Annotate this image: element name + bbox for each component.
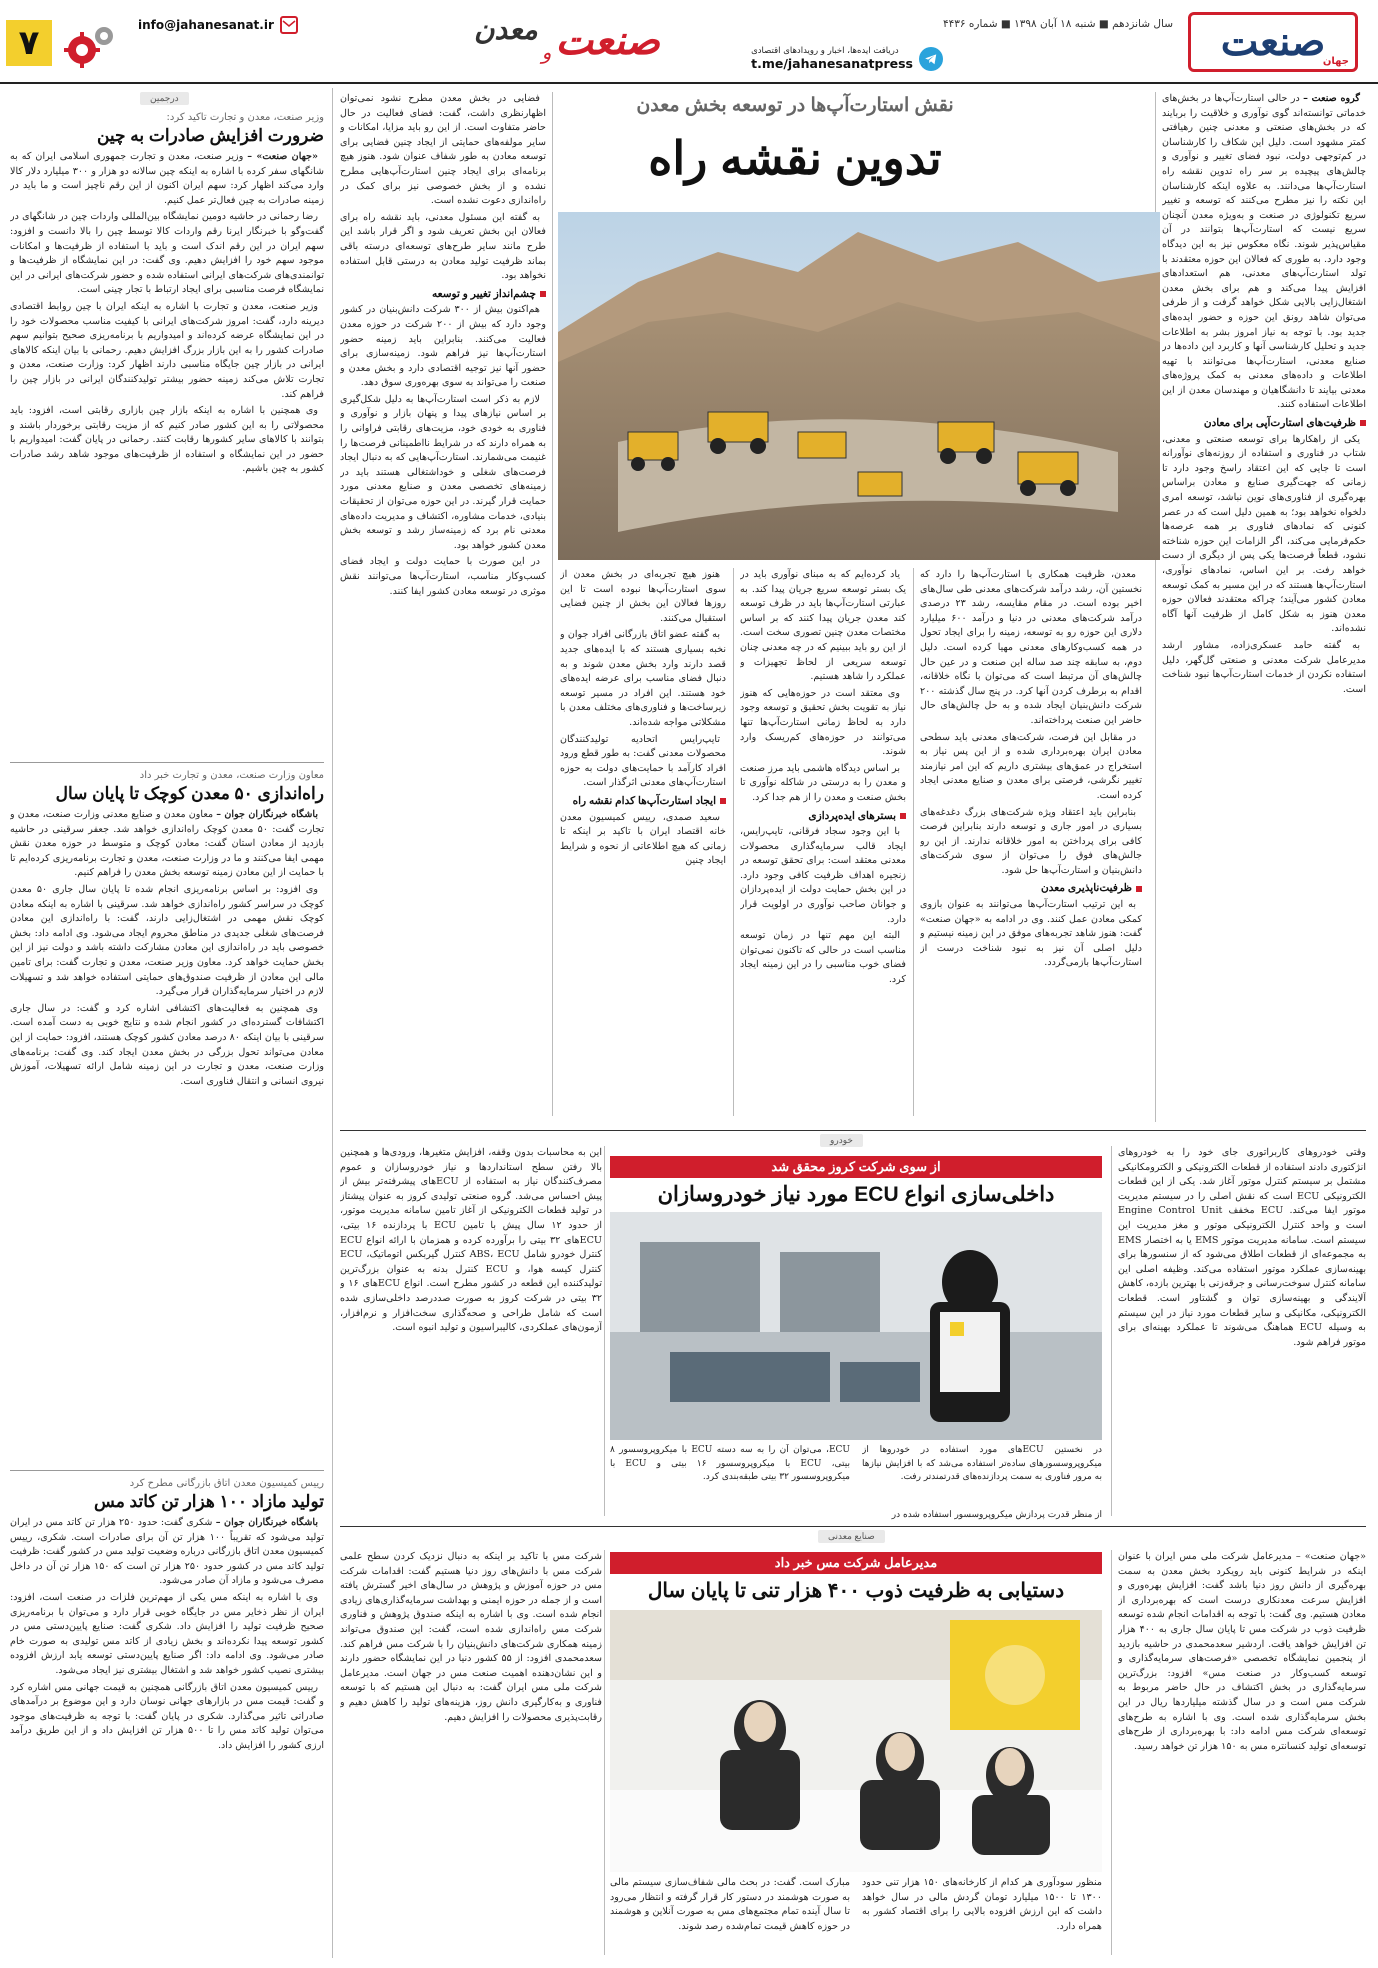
ecu-rule-1	[1111, 1146, 1112, 1516]
ecu-top-rule	[340, 1130, 1366, 1131]
main-col2-p3: بنابراین باید اعتقاد ویژه شرکت‌های بزرگ دغدغه‌های بسیاری در امور جاری و توسعه دارند بنابراین فرصت کافی برای پرداختن به امور خلاقانه ندارند. از این رو جالش‌های فوق را می‌توان از سوی شرکت‌های دانش‌بنیان و استارت‌آپ‌ها حل شود.	[920, 806, 1142, 876]
col-rule-2	[913, 568, 914, 1116]
ecu-tag: خودرو	[820, 1134, 863, 1147]
ecu-photo	[610, 1212, 1102, 1440]
main-col2-p1: معدن، ظرفیت همکاری با استارت‌آپ‌ها را دارد که نخستین آن، رشد درآمد شرکت‌های معدنی طی سال‌های اخیر بوده است. در مقام مقایسه، رشد ۲۳ درصدی درآمد شرکت‌های معدنی در دنیا و درآمد ۶۰۰ میلیارد دلاری این حوزه رو به توسعه، زمینه را برای ایجاد تحول در همه کسب‌وکارهای معدنی مهیا کرده است. دلیل دوم، به سابقه چند صد ساله این صنعت و در عین حال چالش‌های آن مرتبط است که می‌توان با نگاه خلاقانه، اقدام به برطرف کردن آنها کرد. در پنج سال گذشته ۲۰۰ شرکت دانش‌بنیان ایجاد شده و به حل چالش‌های حال حاضر این صنعت پرداخته‌اند.	[920, 569, 1142, 726]
ecu-col-right: وقتی خودروهای کاربراتوری جای خود را به خودروهای انژکتوری دادند استفاده از قطعات الکترونیکی و الکترومکانیکی مشتمل بر سیستم کنترل موتور آغاز شد. یکی از این قطعات الکترونیکی ECU است که نقش اصلی را در سیستم مدیریت موتور ایفا می‌کند. ECU مخفف Engine Control Unit است و واحد کنترل الکترونیکی موتور و مغز مدیریت این سیستم است. سامانه مدیریت موتور EMS یا به اختصار EMS به مجموعه‌ای از قطعات اطلاق می‌شود که از سنسورها برای بهینه‌سازی عملکرد موتور استفاده می‌کند. وظیفه اصلی این سامانه کنترل سوخت‌رسانی و جرقه‌زنی با بهترین بازده، کاهش آلایندگی و بهینه‌سازی توان و گشتاور است. قطعات الکترونیکی، مکانیکی و سایر قطعات مورد نیاز در این سیستم به وسیله ECU هماهنگ می‌شوند تا عملکرد بهینه‌ای برای موتور فراهم شود.	[1118, 1147, 1366, 1348]
sidebar-tag: درجمین	[140, 92, 189, 105]
brief-story-3	[10, 1478, 324, 1956]
email-icon	[280, 16, 298, 34]
brief-3-p2: وی با اشاره به اینکه مس یکی از مهم‌ترین فلزات در صنعت است، افزود: ایران از نظر ذخایر مس در جایگاه خوبی قرار دارد و می‌توان با برنامه‌ریزی صحیح ظرفیت تولید را افزایش داد. شکری گفت: صنایع پایین‌دستی مس در کشور توسعه پیدا نکرده‌اند و بخش زیادی از کاتد مس تولیدی به صورت خام صادر می‌شود. وی ادامه داد: اگر صنایع پایین‌دستی توسعه یابد ارزش افزوده بیشتری نصیب کشور خواهد شد و اشتغال بیشتری نیز ایجاد می‌شود.	[10, 1591, 324, 1676]
main-col5-p3: هم‌اکنون بیش از ۳۰۰ شرکت دانش‌بنیان در کشور وجود دارد که بیش از ۲۰۰ شرکت در حوزه معدن فعالیت می‌کنند. بنابراین باید زمینه حضور استارت‌آپ‌ها نیز فراهم شود. زمینه‌سازی برای حضور آنها نیز توجیه اقتصادی دارد و بخش معدن و صنعت را می‌تواند به سوی بهره‌وری سوق دهد.	[340, 304, 546, 389]
sidebar-divider	[332, 88, 333, 1958]
brief-1-kicker: وزیر صنعت، معدن و تجارت تاکید کرد:	[166, 112, 324, 123]
copper-tag: صنایع معدنی	[818, 1530, 885, 1543]
main-col3-p4: با این وجود سجاد فرقانی، تایپ‌رایس، ایجاد قالب سرمایه‌گذاری محصولات معدنی معتقد است: برای تحقق توسعه در زنجیره اهداف ظرفیت کافی وجود دارد. در این بخش حمایت دولت از ایده‌پردازان و جوانان صاحب نوآوری در اولویت قرار دارد.	[740, 826, 906, 925]
ecu-headline: داخلی‌سازی انواع ECU مورد نیاز خودروسازان	[657, 1183, 1055, 1206]
main-col-2	[920, 568, 1142, 1116]
ecu-kicker: از سوی شرکت کروز محقق شد	[610, 1156, 1102, 1178]
copper-rule-1	[1111, 1550, 1112, 1955]
meeting-photo	[610, 1610, 1102, 1872]
main-sub-roadmap: ایجاد استارت‌آپ‌ها کدام نقشه راه	[560, 794, 726, 809]
section-title-a: صنعت	[555, 17, 660, 64]
brief-3-lead: باشگاه خبرنگاران جوان –	[215, 1517, 318, 1528]
brief-1-p4: وی همچنین با اشاره به اینکه بازار چین بازاری رقابتی است، افزود: باید محصولاتی را به این کشور صادر کنیم که از مزیت رقابتی برخوردار باشند و بتوانند با کالاهای سایر کشورها رقابت کنند. رحمانی در پایان گفت: امیدواریم با حضور در این نمایشگاه و استفاده از ظرفیت‌های موجود شاهد رشد صادرات کشور به چین باشیم.	[10, 405, 324, 475]
col-rule-4	[552, 92, 553, 1116]
main-col3-p2: وی معتقد است در حوزه‌هایی که هنوز نیاز به تقویت بخش تحقیق و توسعه وجود دارد به لحاظ زمانی استارت‌آپ‌ها تنها می‌توانند در حوزه‌های کم‌ریسک وارد شوند.	[740, 687, 906, 758]
col-rule-3	[733, 568, 734, 1116]
logo-sub: جهان	[1322, 56, 1349, 67]
email-row[interactable]	[138, 16, 298, 34]
copper-headline: دستیابی به ظرفیت ذوب ۴۰۰ هزار تنی تا پایان سال	[647, 1580, 1065, 1602]
brief-1-p3: وزیر صنعت، معدن و تجارت با اشاره به اینکه ایران با چین روابط اقتصادی دیرینه دارد، گفت: امروز شرکت‌های ایرانی با کیفیت مناسب محصولات خود را در این نمایشگاه عرضه کرده‌اند و امیدواریم با برنامه‌ریزی صحیح بتوانیم سهم صادرات کشور را به این بازار بزرگ افزایش دهیم. رحمانی با بیان اینکه کالاهای ایرانی در بازار چین جایگاه مناسبی دارند اظهار کرد: وزارت صنعت، معدن و تجارت تلاش می‌کند زمینه حضور بیشتر تولیدکنندگان ایرانی در بازار چین را فراهم کند.	[10, 300, 324, 400]
main-sub-ideas: بسترهای ایده‌پردازی	[740, 809, 906, 824]
copper-col-left: مبارک است. گفت: در بحث مالی شفاف‌سازی سیستم مالی به صورت هوشمند در دستور کار قرار گرفته و انتظار می‌رود تا سال آینده تمام مجتمع‌های مس به صورت آنلاین و هوشمند در حوزه کاهش قیمت تمام‌شده رصد شوند.	[610, 1877, 850, 1932]
page-number: ۷	[18, 23, 40, 63]
main-col-3	[740, 568, 906, 1116]
ecu-rule-2	[604, 1146, 605, 1516]
main-col5-p2: به گفته این مسئول معدنی، باید نقشه راه برای فعالان این بخش تعریف شود و اگر قرار باشد این طرح مانند سایر طرح‌های توسعه‌ای درسته باقی بماند ظرفیت تولید معادن به درستی قابل استفاده نخواهد بود.	[340, 211, 546, 282]
telegram-link[interactable]: t.me/jahanesanatpress	[751, 56, 913, 71]
page-number-badge	[6, 20, 52, 66]
copper-top-rule	[340, 1526, 1366, 1527]
telegram-block[interactable]	[751, 46, 943, 71]
main-col-5	[340, 92, 546, 1116]
brief-2-kicker: معاون وزارت صنعت، معدن و تجارت خبر داد	[139, 770, 324, 781]
brief-1-lead: «جهان صنعت» –	[247, 151, 318, 162]
brief-1-headline: ضرورت افزایش صادرات به چین	[96, 126, 324, 145]
brief-3-body	[10, 1516, 324, 1956]
main-col1-p1: در حالی استارت‌آپ‌ها در بخش‌های خدماتی توانسته‌اند گوی نوآوری و خلاقیت را بربایند که در بخش‌های صنعتی و معدنی چنین رهیافتی کمتر مشهود است. دلیل این شکاف را کارشناسان در کم‌توجهی دولت، نبود فضای تغییر و نوآوری و چالش‌های پیچیده بر سر راه تدوین نقشه راه استارت‌آپ‌ها می‌دانند. به علاوه اینکه کارشناسان این نکته را نیز مطرح می‌کنند که توسعه و تغییر سریع تکنولوژی در صنعت و به‌ویژه معدن آنچنان سریع نیست که استارت‌آپ‌ها بتوانند در آن مقیاس‌پذیر شوند. نگاه معکوس نیز به این دیدگاه وجود دارد. به طوری که فعالان این حوزه معتقدند با تولد استارت‌آپ‌های معدنی، هم استعدادهای افزایش پیدا می‌کند و هم برای بخش معدن اشتغال‌زایی بالایی شکل خواهد گرفت و از طرفی می‌توان شاهد رونق این حوزه و حضور ایده‌های جدید بود. با توجه به نیاز امروز بشر به اطلاعات جدید و تحلیل کارشناسی آنها و کاربرد این داده‌ها در صنایع معدنی، استارت‌آپ‌ها می‌توانند با تهیه اطلاعات و داده‌های معدنی به کمک پروژه‌های معدنی بیایند تا دانشگاهیان و مهندسان معدن از این اطلاعات استفاده کنند.	[1162, 93, 1366, 411]
copper-kicker: مدیرعامل شرکت مس خبر داد	[610, 1552, 1102, 1574]
main-col-1	[1162, 92, 1366, 1112]
brief-2-lead: باشگاه خبرنگاران جوان –	[216, 809, 318, 820]
main-col3-p5: البته این مهم تنها در زمان توسعه مناسب است در حالی که تاکنون نمی‌توان فضای خوب مناسبی را در این زمینه ایجاد کرد.	[740, 930, 906, 986]
main-headline: تدوین نقشه راه	[648, 132, 942, 184]
main-col4-p2: به گفته عضو اتاق بازرگانی افراد جوان و نخبه بسیاری هستند که با ایده‌های جدید قصد دارند وارد بخش معدن شوند و به دنبال فضای مناسب برای عرضه ایده‌های خود هستند. این افراد در مسیر توسعه زیرساخت‌ها و فناوری‌های مختلف معدن با مشکلاتی مواجه شده‌اند.	[560, 629, 726, 728]
brief-2-p3: وی همچنین به فعالیت‌های اکتشافی اشاره کرد و گفت: در سال جاری اکتشافات گسترده‌ای در کشور انجام شده و نتایج خوبی به دست آمده است. سرقینی با بیان اینکه ۸۰ درصد معادن کشور کوچک هستند، افزود: حمایت از این معادن می‌تواند تحول بزرگی در بخش معدن ایجاد کند. وی گفت: برنامه‌های وزارت صنعت، معدن و تجارت در این زمینه شامل ارائه تسهیلات، آموزش نیروی انسانی و انتقال فناوری است.	[10, 1002, 324, 1087]
brief-3-kicker: رییس کمیسیون معدن اتاق بازرگانی مطرح کرد	[129, 1478, 324, 1489]
main-col3-p1: یاد کرده‌ایم که به مبنای نوآوری باید در یک بستر توسعه سریع جریان پیدا کند. به عبارتی استارت‌آپ‌ها باید در ظرف توسعه کند معدن جریان پیدا کنند که بر اساس مختصات معدن چنین تصوری سخت است. از این رو باید ببینیم که در چه معدنی چنان توسعه سریعی از لحاظ تجهیزات و عملکرد را شاهد هستیم.	[740, 569, 906, 683]
copper-photo-caption: منظور سودآوری هر کدام از کارخانه‌های ۱۵۰ هزار تنی حدود ۱۳۰۰ تا ۱۵۰۰ میلیارد تومان گردش مالی در سال خواهد داشت که این ارزش افزوده بالایی را برای اقتصاد کشور به همراه دارد.	[862, 1877, 1102, 1932]
main-sub-outlook: چشم‌انداز تغییر و توسعه	[340, 287, 546, 302]
main-col3-p3: بر اساس دیدگاه هاشمی باید مرز صنعت و معدن را به درستی در شاکله نوآوری تا بخش صنعت و معدن را از هم جدا کرد.	[740, 762, 906, 803]
main-col2-p2: در مقابل این فرصت، شرکت‌های معدنی باید سطحی معادن ایران بهره‌برداری شده و از این پس نیاز به استخراج در عمق‌های بیشتری داریم که این امر نیازمند تغییر نگرشی، فرصتی برای معدن و صنایع معدنی ایجاد کرده است.	[920, 731, 1142, 801]
telegram-icon	[919, 47, 943, 71]
main-lead: گروه صنعت –	[1303, 93, 1361, 104]
main-col5-p1: فضایی در بخش معدن مطرح نشود نمی‌توان اظهارنظری داشت، گفت: فضای فعالیت در حال حاضر متفاوت است. از این رو باید مزایا، امکانات و سایر مولفه‌های حمایتی از ایجاد چنین فضایی برای توسعه معادن به طور شفاف عنوان شود. هنوز هیچ برنامه‌ای برای ایجاد چنین استارت‌آپ‌هایی مطرح نشده و از بخش خصوصی نیز برای کمک در راه‌اندازی دعوت نشده است.	[340, 93, 546, 207]
copper-rule-2	[604, 1550, 605, 1955]
masthead	[0, 0, 1378, 84]
brief-3-p1: شکری گفت: حدود ۲۵۰ هزار تن کاتد مس در ایران تولید می‌شود که تقریباً ۱۰۰ هزار تن آن برای صادرات است. شکری، رییس کمیسیون معدن اتاق بازرگانی درباره وضعیت تولید مس در کشور گفت: ظرفیت تولید کاتد مس در کشور حدود ۲۵۰ هزار تن است که ۱۵۰ هزار تن آن در داخل مصرف می‌شود و مازاد آن صادر می‌شود.	[10, 1517, 324, 1587]
main-col1-p3: به گفته حامد عسکری‌زاده، مشاور ارشد مدیرعامل شرکت معدنی و صنعتی گل‌گهر، دلیل استفاده نکردن از خدمات استارت‌آپ‌ها نبود شناخت است.	[1162, 639, 1366, 695]
brief-3-headline: تولید مازاد ۱۰۰ هزار تن کاتد مس	[94, 1492, 324, 1511]
brief-divider-2	[10, 1470, 324, 1471]
copper-col-mid: شرکت مس با تاکید بر اینکه به دنبال نزدیک کردن سطح علمی شرکت مس با دانش‌های روز دنیا هستیم گفت: اقدامات شرکت مس در حوزه آموزش و پژوهش در سال‌های اخیر گسترش یافته است و از جمله در حوزه ایمنی و بهداشت سرمایه‌گذاری‌های زیادی انجام شده است. وی با اشاره به اینکه صندوق پژوهش و فناوری شرکت مس راه‌اندازی شده است، گفت: این صندوق می‌تواند زمینه همکاری شرکت‌های دانش‌بنیان را با شرکت مس فراهم کند. سعدمحمدی افزود: از ۵۵ کشور دنیا در این نمایشگاه حضور دارند و این نشان‌دهنده اهمیت صنعت مس در جهان است. مدیرعامل شرکت ملی مس ایران گفت: به دنبال این هستیم که با توسعه فناوری و به‌کارگیری دانش روز، هزینه‌های تولید را کاهش دهیم و رقابت‌پذیری محصولات را افزایش دهیم.	[340, 1551, 602, 1723]
brief-2-body	[10, 808, 324, 1478]
main-col4-p3: تایپ‌رایس اتحادیه تولیدکنندگان محصولات معدنی گفت: به طور قطع ورود افراد کارآمد با حمایت‌های دولت به حوزه استارت‌آپ‌های معدنی اثرگذار است.	[560, 733, 726, 789]
main-col5-p4: لازم به ذکر است استارت‌آپ‌ها به دلیل شکل‌گیری بر اساس نیازهای پیدا و پنهان بازار و نوآوری و فناوری به خودی خود، مزیت‌های رقابتی فراوانی را به همراه دارند که در شرایط نااطمینانی فرصت‌ها را غنیمت می‌شمارند. استارت‌آپ‌هایی که به دنبال ایجاد فرصت‌های شغلی و خوداشتغالی هستند باید در زمینه‌های تخصصی معدن و صنایع معدنی مورد حمایت قرار گیرند. در این حوزه می‌توان از تحقیقات بنیادی، خدمات مشاوره، اکتشاف و مدیریت داده‌های معدنی نام برد که زمینه‌ساز رشد و توسعه بخش معدن کشور خواهد بود.	[340, 393, 546, 551]
main-kicker: نقش استارت‌آپ‌ها در توسعه بخش معدن	[636, 95, 954, 116]
main-col4-p4: سعید صمدی، رییس کمیسیون معدن خانه اقتصاد ایران با تاکید بر اینکه تا زمانی که هیچ اطلاعاتی از نحوه و شرایط ایجاد چنین	[560, 811, 726, 867]
brief-2-p1: معاون معدن و صنایع معدنی وزارت صنعت، معدن و تجارت گفت: ۵۰ معدن کوچک راه‌اندازی خواهد شد. جعفر سرقینی در حاشیه بازدید از معادن استان گفت: معادن کوچک و متوسط در حوزه معدن نقش مهمی ایفا می‌کنند و ما در وزارت صنعت، معدن و تجارت برنامه‌ریزی کرده‌ایم تا با حمایت از این معادن زمینه توسعه بخش معدن را فراهم کنیم.	[10, 809, 324, 879]
section-title-c: معدن	[473, 13, 538, 46]
main-sub-mine: ظرفیت‌ناپذیری معدن	[920, 881, 1142, 896]
main-col-4	[560, 568, 726, 1116]
brief-1-p2: رضا رحمانی در حاشیه دومین نمایشگاه بین‌المللی واردات چین در شانگهای در گفت‌وگو با خبرنگار ایرنا رقم واردات کالا توسط چین را بالا دانست و افزود: سهم ایران در این رقم اندک است و باید با استفاده از ظرفیت‌ها و امکانات موجود سهم خود را افزایش دهیم. وی گفت: در این نمایشگاه از ظرفیت‌ها و توانمندی‌های شرکت‌های ایرانی استفاده شده و حضور شرکت‌های ایرانی در این نمایشگاه فرصت مناسبی برای ایجاد ارتباط با تجار چینی است.	[10, 211, 324, 296]
ecu-caption-left: ECU، می‌توان آن را به سه دسته ECU با میکروپروسسور ۸ بیتی، ECU با میکروپروسسور ۱۶ بیتی و ECU با میکروپروسسور ۳۲ بیتی طبقه‌بندی کرد.	[610, 1445, 850, 1482]
section-title-b: و	[541, 40, 552, 64]
section-title	[440, 14, 660, 64]
brief-3-p3: رییس کمیسیون معدن اتاق بازرگانی همچنین به قیمت جهانی مس اشاره کرد و گفت: قیمت مس در بازارهای جهانی نوسان دارد و این موضوع بر درآمدهای صادراتی تاثیر می‌گذارد. شکری در پایان گفت: با توجه به ظرفیت‌های موجود می‌توان تولید کاتد مس را تا ۵۰۰ هزار تن افزایش داد و از این طریق درآمد ارزی کشور را افزایش داد.	[10, 1681, 324, 1751]
brief-divider-1	[10, 762, 324, 763]
brief-story-2	[10, 770, 324, 1478]
brief-1-body	[10, 150, 324, 748]
main-col1-p2: یکی از راهکارها برای توسعه صنعتی و معدنی، شتاب در فناوری و استفاده از روزنه‌های نوآورانه است تا جایی که این اعتقاد راسخ وجود دارد تا زمانی که جهت‌گیری صنایع و معادن براساس بهره‌گیری از فناوری‌های نوین نباشد، توسعه امری دلخواه نخواهد بود؛ به همین دلیل است که در عصر کنونی که نمادهای فناوری بر همه عرصه‌ها حکم‌فرمایی می‌کند، اگر الزامات این حوزه شناخته نشود، قطعاً فرصت‌ها یکی پس از دیگری از دست خواهد رفت. بر این اساس، نمادهای نوآوری، استارت‌آپ‌ها هستند که در این مسیر به کمک توسعه معادن کشور می‌آیند؛ چراکه معتقدند فعالان حوزه معدن هنوز به شکل کامل از ظرفیت آنها آگاه نشده‌اند.	[1162, 433, 1366, 635]
main-sub-capacity: ظرفیت‌های استارت‌آپی برای معادن	[1162, 416, 1366, 431]
mine-photo	[558, 212, 1160, 560]
copper-col-right: «جهان صنعت» – مدیرعامل شرکت ملی مس ایران با عنوان اینکه در شرایط کنونی باید رویکرد بخش معدن به سمت بهره‌گیری از دانش روز دنیا باشد گفت: افزایش بهره‌وری و افزایش سرعت معدنکاری درست است که بهره‌برداری از معادن هستیم. وی گفت: با توجه به اقدامات انجام شده توسعه ظرفیت ذوب در شرکت مس تا پایان سال جاری به ۴۰۰ هزار تن افزایش خواهد یافت. اردشیر سعدمحمدی در حاشیه بازدید از پنجمین نمایشگاه تخصصی «فرصت‌های سرمایه‌گذاری و توسعه کسب‌وکار در صنعت مس» افزود: بزرگ‌ترین سرمایه‌گذاری در بخش اکتشاف در حال حاضر مربوط به شرکت مس است و در سال گذشته میلیارد‌ها ریال در این بخش سرمایه‌گذاری شده است. وی با اشاره به طرح‌های توسعه‌ای شرکت مس ادامه داد: با بهره‌برداری از طرح‌های توسعه‌ای تولید کنسانتره مس به ۱۵۰ هزار تن خواهد رسید.	[1118, 1551, 1366, 1752]
telegram-caption: دریافت ایده‌ها، اخبار و رویدادهای اقتصادی	[751, 46, 899, 56]
brief-2-headline: راه‌اندازی ۵۰ معدن کوچک تا پایان سال	[55, 784, 324, 803]
ecu-tail: از منظر قدرت پردازش میکروپروسسور استفاده شده در	[891, 1510, 1102, 1520]
main-col5-p5: در این صورت با حمایت دولت و ایجاد فضای کسب‌وکار مناسب، استارت‌آپ‌ها می‌توانند نقش موثری در توسعه معادن کشور ایفا کنند.	[340, 556, 546, 597]
logo-text: صنعت	[1220, 20, 1326, 64]
brief-story-1	[10, 112, 324, 748]
email-text[interactable]: info@jahanesanat.ir	[138, 18, 274, 32]
main-col2-p4: به این ترتیب استارت‌آپ‌ها می‌توانند به عنوان بازوی کمکی معادن عمل کنند. وی در ادامه به «جهان صنعت» گفت: هنوز شاهد تجربه‌های موفق در این زمینه نیستیم و دلیل اصلی آن نیز به نبود شناخت درست از استارت‌آپ‌ها بازمی‌گردد.	[920, 899, 1142, 969]
gears-icon	[60, 22, 120, 72]
newspaper-logo	[1188, 12, 1358, 72]
issue-meta: سال شانزدهم ■ شنبه ۱۸ آبان ۱۳۹۸ ■ شماره ۴۴۳۶	[943, 18, 1173, 30]
brief-1-p1: وزیر صنعت، معدن و تجارت جمهوری اسلامی ایران که به شانگهای سفر کرده با اشاره به اینکه چین سالانه دو هزار و ۳۰۰ میلیارد دلار کالا وارد می‌کند اظهار کرد: سهم ایران اکنون از این رقم ناچیز است و ما باید در زمینه صادرات به چین فعال‌تر عمل کنیم.	[10, 151, 324, 206]
brief-2-p2: وی افزود: بر اساس برنامه‌ریزی انجام شده تا پایان سال جاری ۵۰ معدن کوچک در سراسر کشور راه‌اندازی خواهد شد. سرقینی با اشاره به اینکه معادن کوچک نقش مهمی در اشتغال‌زایی دارند، گفت: با راه‌اندازی این معادن فرصت‌های شغلی جدیدی در مناطق محروم ایجاد می‌شود. وی ادامه داد: بخش خصوصی باید در راه‌اندازی این معادن مشارکت داشته باشد و دولت نیز از این بخش حمایت خواهد کرد. معاون وزیر صنعت، معدن و تجارت گفت: برای تامین مالی این معادن از ظرفیت صندوق‌های حمایتی استفاده خواهد شد و تسهیلات لازم در اختیار سرمایه‌گذاران قرار می‌گیرد.	[10, 883, 324, 998]
ecu-col-mid: این به محاسبات بدون وقفه، افزایش متغیرها، ورودی‌ها و همچنین بالا رفتن سطح استانداردها و نیاز خودروسازان و عموم مصرف‌کنندگان نیاز به استفاده از ECU‌های پیشرفته‌تر بیش از پیش احساس می‌شد. گروه صنعتی تولیدی کروز به عنوان پیشتاز در تولید قطعات الکترونیکی از آغاز تامین سامانه مدیریت موتور، از حدود ۱۲ سال پیش با تامین ECU با پردازنده ۱۶ بیتی، ECU‌های ۳۲ بیتی را برآورده کرده و همزمان با ارائه انواع ECU کنترل خودرو شامل ABS، ECU کنترل گیربکس اتوماتیک، ECU کنترل کیسه هوا، و ECU کنترل بدنه به عنوان بزرگ‌ترین تولیدکننده این قطعه در کشور مطرح است. انواع ECU‌های ۱۶ و ۳۲ بیتی در شرکت کروز به صورت صددرصد داخلی‌سازی شده است که شامل طراحی و صحه‌گذاری سخت‌افزار و نرم‌افزار، آزمون‌های عملکردی، کالیبراسیون و تولید انبوه است.	[340, 1147, 602, 1334]
main-col4-p1: هنوز هیچ تجربه‌ای در بخش معدن از سوی استارت‌آپ‌ها نبوده است تا این روزها فعالان این بخش از چنین فضایی استقبال می‌کنند.	[560, 569, 726, 624]
ecu-caption-right: در نخستین ECU‌های مورد استفاده در خودروها از میکروپروسسورهای ساده‌تر استفاده می‌شد که با افزایش نیازها به مرور فناوری به سمت پردازنده‌های قدرتمندتر رفت.	[862, 1445, 1102, 1482]
